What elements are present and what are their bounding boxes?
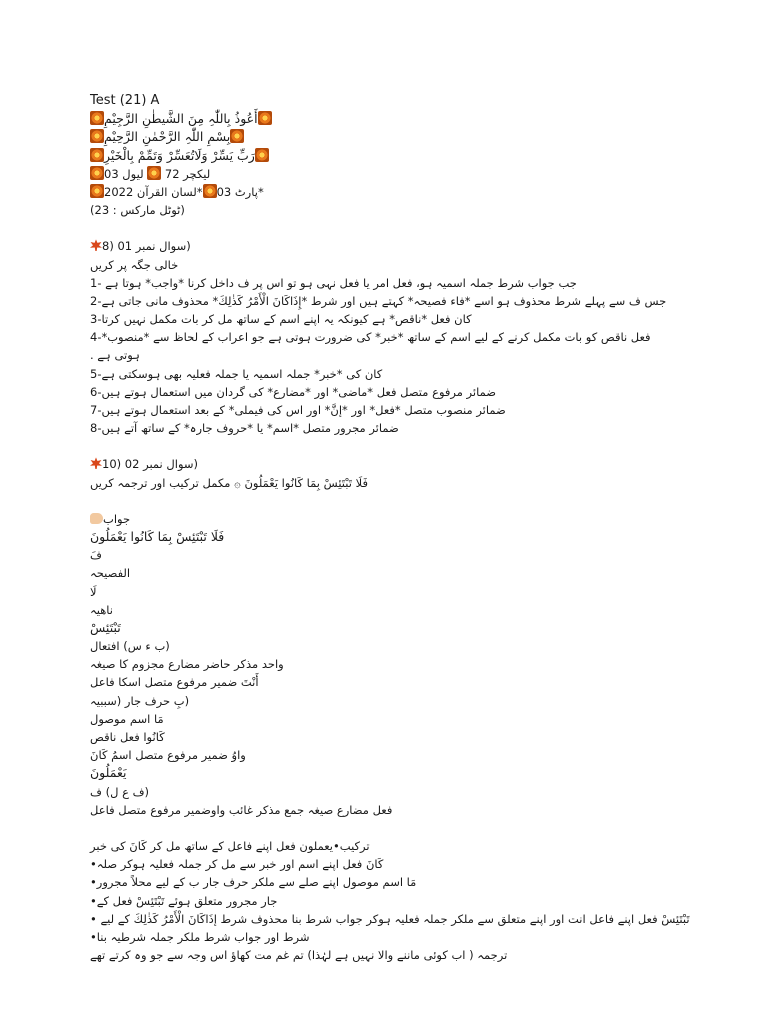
document-page bbox=[90, 92, 690, 964]
answer-line: يَعْمَلُونَ bbox=[90, 765, 127, 781]
q1-instruction: خالی جگہ پر کریں bbox=[90, 257, 179, 272]
taawuz-line: أَعُوذُ بِاللّٰہِ مِنَ الشَّیطٰنِ الرَّجِیْمِ bbox=[90, 110, 690, 128]
total-marks: (ٹوٹل مارکس : 23) bbox=[90, 203, 185, 218]
answer-line: فَ bbox=[90, 548, 102, 563]
pointing-hand-icon bbox=[90, 513, 103, 524]
sparkle-burst-icon bbox=[90, 111, 104, 125]
q1-item-continued: ہوتی ہے . bbox=[90, 348, 140, 363]
sparkle-burst-icon bbox=[90, 148, 104, 162]
answer-line: ناھیہ bbox=[90, 602, 113, 617]
sparkle-burst-icon bbox=[203, 184, 217, 198]
q1-item: ضمائر مرفوع متصل فعل *ماضی* اور *مضارع* کی گردان میں استعمال ہوتے ہیں-6 bbox=[90, 384, 497, 399]
sparkle-burst-icon bbox=[255, 148, 269, 162]
test-title: Test (21) A bbox=[90, 93, 160, 108]
answer-label: جواب bbox=[90, 510, 690, 528]
tarkeeb-line: جار مجرور متعلق ہوئے تَبْتَئِسْ فعل کے• bbox=[90, 893, 278, 908]
maple-leaf-icon bbox=[90, 457, 102, 469]
lecture-line: لیول 03 لیکچر 72 bbox=[90, 165, 690, 183]
tarkeeb-line: شرط اور جواب شرط ملکر جملہ شرطیہ بنا• bbox=[90, 929, 310, 944]
answer-line: لَا bbox=[90, 584, 97, 599]
sparkle-burst-icon bbox=[147, 166, 161, 180]
dua-line: رَبِّ یَسِّرْ وَلَاتُعَسِّرْ وَتَمِّمْ بِالْخَیْرِ bbox=[90, 147, 690, 165]
answer-line: فَلَا تَبْتَئِسْ بِمَا كَانُوا يَعْمَلُونَ bbox=[90, 528, 225, 544]
tarkeeb-line: كَانَ فعل اپنے اسم اور خبر سے مل کر جملہ فعلیہ ہوکر صلہ• bbox=[90, 857, 384, 872]
q1-item: کان کی *خبر* جملہ اسمیہ یا جملہ فعلیہ بھی ہوسکتی ہے-5 bbox=[90, 366, 383, 381]
q2-instruction: فَلَا تَبْتَئِسْ بِمَا كَانُوا يَعْمَلُونَ ۞ مکمل ترکیب اور ترجمہ کریں bbox=[90, 475, 368, 490]
q1-item: کان فعل *ناقص* ہے کیونکہ یہ اپنے اسم کے ساتھ مل کر بات مکمل نہیں کرتا-3 bbox=[90, 312, 472, 327]
q1-item: جس ف سے پہلے شرط محذوف ہو اسے *فاء فصیحہ* کہتے ہیں اور شرط *إِذَاكَانَ الْأَمْرُ كَذٰلِكَ* محذوف مانی جاتی ہے-2 bbox=[90, 293, 667, 308]
tarkeeb-line: تَبْتَئِسْ فعل اپنے فاعل انت اور اپنے متعلق سے ملکر جملہ فعلیہ ہوکر جواب شرط بنا محذوف شرط إذَاكَانَ الْأَمْرُ كَذٰلِكَ کے لیے • bbox=[90, 911, 690, 926]
answer-line: (ف ع ل) ف bbox=[90, 784, 149, 799]
sparkle-burst-icon bbox=[90, 184, 104, 198]
sparkle-burst-icon bbox=[230, 129, 244, 143]
bismillah-line: بِسْمِ اللّٰہِ الرَّحْمٰنِ الرَّحِیْمِ bbox=[90, 128, 690, 146]
q1-item: ضمائر منصوب متصل *فعل* اور *إنَّ* اور اس کی فیملی* کے بعد استعمال ہوتے ہیں-7 bbox=[90, 403, 506, 417]
sparkle-burst-icon bbox=[90, 129, 104, 143]
q1-item: جب جواب شرط جملہ اسمیہ ہو، فعل امر یا فعل نہی ہو تو اس پر ف داخل کرنا *واجب* ہوتا ہے -1 bbox=[90, 275, 577, 290]
answer-line: (بِ حرف جار (سببیہ bbox=[90, 693, 190, 708]
q1-item: فعل ناقص کو بات مکمل کرنے کے لیے اسم کے ساتھ *خبر* کی ضرورت ہوتی ہے جو اعراب کے لحاظ سے *منصوب*-4 bbox=[90, 330, 651, 345]
answer-line: كَانُوا فعل ناقص bbox=[90, 730, 165, 744]
answer-line: واوُ ضمیر مرفوع متصل اسمُ كَانَ bbox=[90, 748, 246, 763]
answer-line: أَنْتَ ضمیر مرفوع متصل اسکا فاعل bbox=[90, 675, 259, 690]
answer-line: (ب ء س) افتعال bbox=[90, 639, 170, 654]
q1-heading: (سوال نمبر 01 (8 bbox=[90, 237, 690, 255]
sparkle-burst-icon bbox=[90, 166, 104, 180]
sparkle-burst-icon bbox=[258, 111, 272, 125]
answer-line: واحد مذکر حاضر مضارع مجزوم کا صیغہ bbox=[90, 657, 284, 672]
translation-line: ترجمہ ( اب کوئی ماننے والا نہیں ہے لہٰذا) تم غم مت کھاؤ اس وجہ سے جو وہ کرتے تھے bbox=[90, 948, 508, 963]
q1-item: ضمائر مجرور متصل *اسم* یا *حروف جارہ* کے ساتھ آتے ہیں-8 bbox=[90, 421, 399, 436]
part-line: *لسان القرآن 2022 *پارٹ 03 bbox=[90, 183, 690, 201]
answer-line: مَا اسم موصول bbox=[90, 711, 164, 726]
answer-line: الفصیحہ bbox=[90, 566, 131, 581]
answer-line: تَبْتَئِسْ bbox=[90, 619, 121, 635]
tarkeeb-line: ترکیب•یعملون فعل اپنے فاعل کے ساتھ مل کر كَانَ کی خبر bbox=[90, 838, 370, 853]
q2-heading: (سوال نمبر 02 (10 bbox=[90, 455, 690, 473]
answer-line: فعل مضارع صیغہ جمع مذکر غائب واوضمیر مرفوع متصل فاعل bbox=[90, 802, 393, 817]
maple-leaf-icon bbox=[90, 239, 102, 251]
tarkeeb-line: مَا اسم موصول اپنے صلے سے ملکر حرف جار ب کے لیے محلاً مجرور• bbox=[90, 875, 417, 890]
